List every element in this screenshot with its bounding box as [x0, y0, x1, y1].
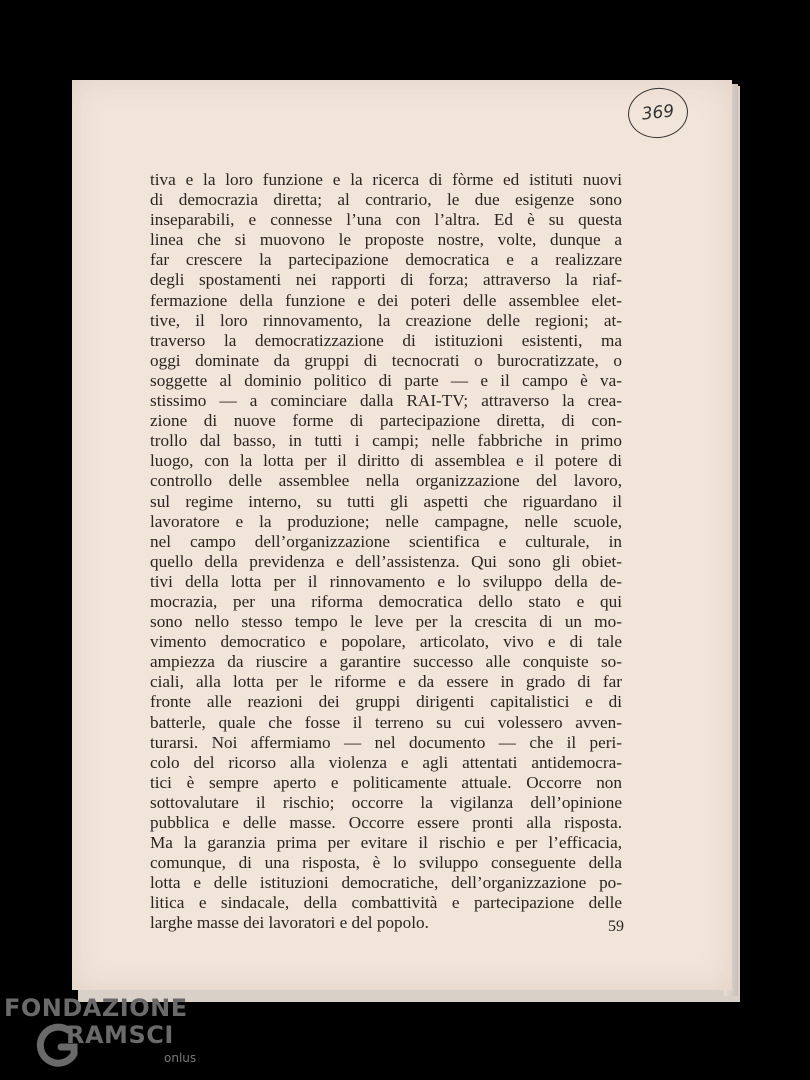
text-line: vimento democratico e popolare, articolato, vivo e di tale	[150, 632, 622, 652]
text-line: stissimo — a cominciare dalla RAI-TV; attraverso la crea-	[150, 391, 622, 411]
logo-text-onlus: onlus	[164, 1051, 197, 1065]
text-line: turarsi. Noi affermiamo — nel documento — che il peri-	[150, 732, 622, 752]
body-text	[150, 170, 622, 934]
text-line: tivi della lotta per il rinnovamento e lo sviluppo della de-	[150, 571, 622, 591]
text-line: oggi dominate da gruppi di tecnocrati o burocratizzate, o	[150, 350, 622, 370]
logo-text-fondazione: FONDAZIONE	[4, 994, 188, 1022]
text-line: trollo dal basso, in tutti i campi; nelle fabbriche in primo	[150, 431, 622, 451]
text-line: colo del ricorso alla violenza e agli attentati antidemocra-	[150, 752, 622, 772]
text-line: luogo, con la lotta per il diritto di assemblea e il potere di	[150, 451, 622, 471]
page-number: 59	[608, 918, 624, 935]
text-line: pubblica e delle masse. Occorre essere pronti alla risposta.	[150, 813, 622, 832]
text-line: inseparabili, e connesse l’una con l’altra. Ed è su questa	[150, 210, 622, 230]
fondazione-gramsci-logo	[4, 994, 204, 1074]
text-line: controllo delle assemblee nella organizzazione del lavoro,	[150, 471, 622, 491]
text-line: traverso la democratizzazione di istituzioni esistenti, ma	[150, 330, 622, 350]
text-line: fermazione della funzione e dei poteri delle assemblee elet-	[150, 290, 622, 310]
text-line: nel campo dell’organizzazione scientifica e culturale, in	[150, 531, 622, 551]
text-line: di democrazia diretta; al contrario, le due esigenze sono	[150, 190, 622, 210]
text-line: tive, il loro rinnovamento, la creazione delle regioni; at-	[150, 310, 622, 330]
text-line: degli spostamenti nei rapporti di forza; attraverso la riaf-	[150, 270, 622, 290]
text-line: tiva e la loro funzione e la ricerca di fòrme ed istituti nuovi	[150, 170, 622, 189]
text-line: far crescere la partecipazione democratica e a realizzare	[150, 250, 622, 270]
archive-stamp-number: 369	[626, 85, 691, 141]
text-line: larghe masse dei lavoratori e del popolo.	[150, 913, 429, 933]
text-line: ciali, alla lotta per le riforme e da essere in grado di far	[150, 672, 622, 692]
text-line: Ma la garanzia prima per evitare il rischio e per l’efficacia,	[150, 833, 622, 853]
text-line: tici è sempre aperto e politicamente attuale. Occorre non	[150, 772, 622, 792]
text-line: ampiezza da riuscire a garantire successo alle conquiste so-	[150, 652, 622, 672]
text-line: lotta e delle istituzioni democratiche, dell’organizzazione po-	[150, 873, 622, 893]
logo-text-gramsci: RAMSCI	[66, 1021, 174, 1049]
text-line: sottovalutare il rischio; occorre la vigilanza dell’opinione	[150, 792, 622, 812]
text-line: fronte alle reazioni dei gruppi dirigenti capitalistici e di	[150, 692, 622, 712]
text-line: comunque, di una risposta, è lo sviluppo conseguente della	[150, 853, 622, 873]
text-line: zione di nuove forme di partecipazione diretta, di con-	[150, 411, 622, 431]
text-line: quello della previdenza e dell’assistenza. Qui sono gli obiet-	[150, 551, 622, 571]
text-line: sono nello stesso tempo le leve per la crescita di un mo-	[150, 612, 622, 632]
text-line: mocrazia, per una riforma democratica dello stato e qui	[150, 591, 622, 611]
text-line: soggette al dominio politico di parte — e il campo è va-	[150, 370, 622, 390]
text-line: linea che si muovono le proposte nostre, volte, dunque a	[150, 230, 622, 250]
text-line: sul regime interno, su tutti gli aspetti che riguardano il	[150, 491, 622, 511]
text-line: batterle, quale che fosse il terreno su cui volessero avven-	[150, 712, 622, 732]
text-line: lavoratore e la produzione; nelle campagne, nelle scuole,	[150, 511, 622, 531]
text-line: litica e sindacale, della combattività e partecipazione delle	[150, 893, 622, 913]
